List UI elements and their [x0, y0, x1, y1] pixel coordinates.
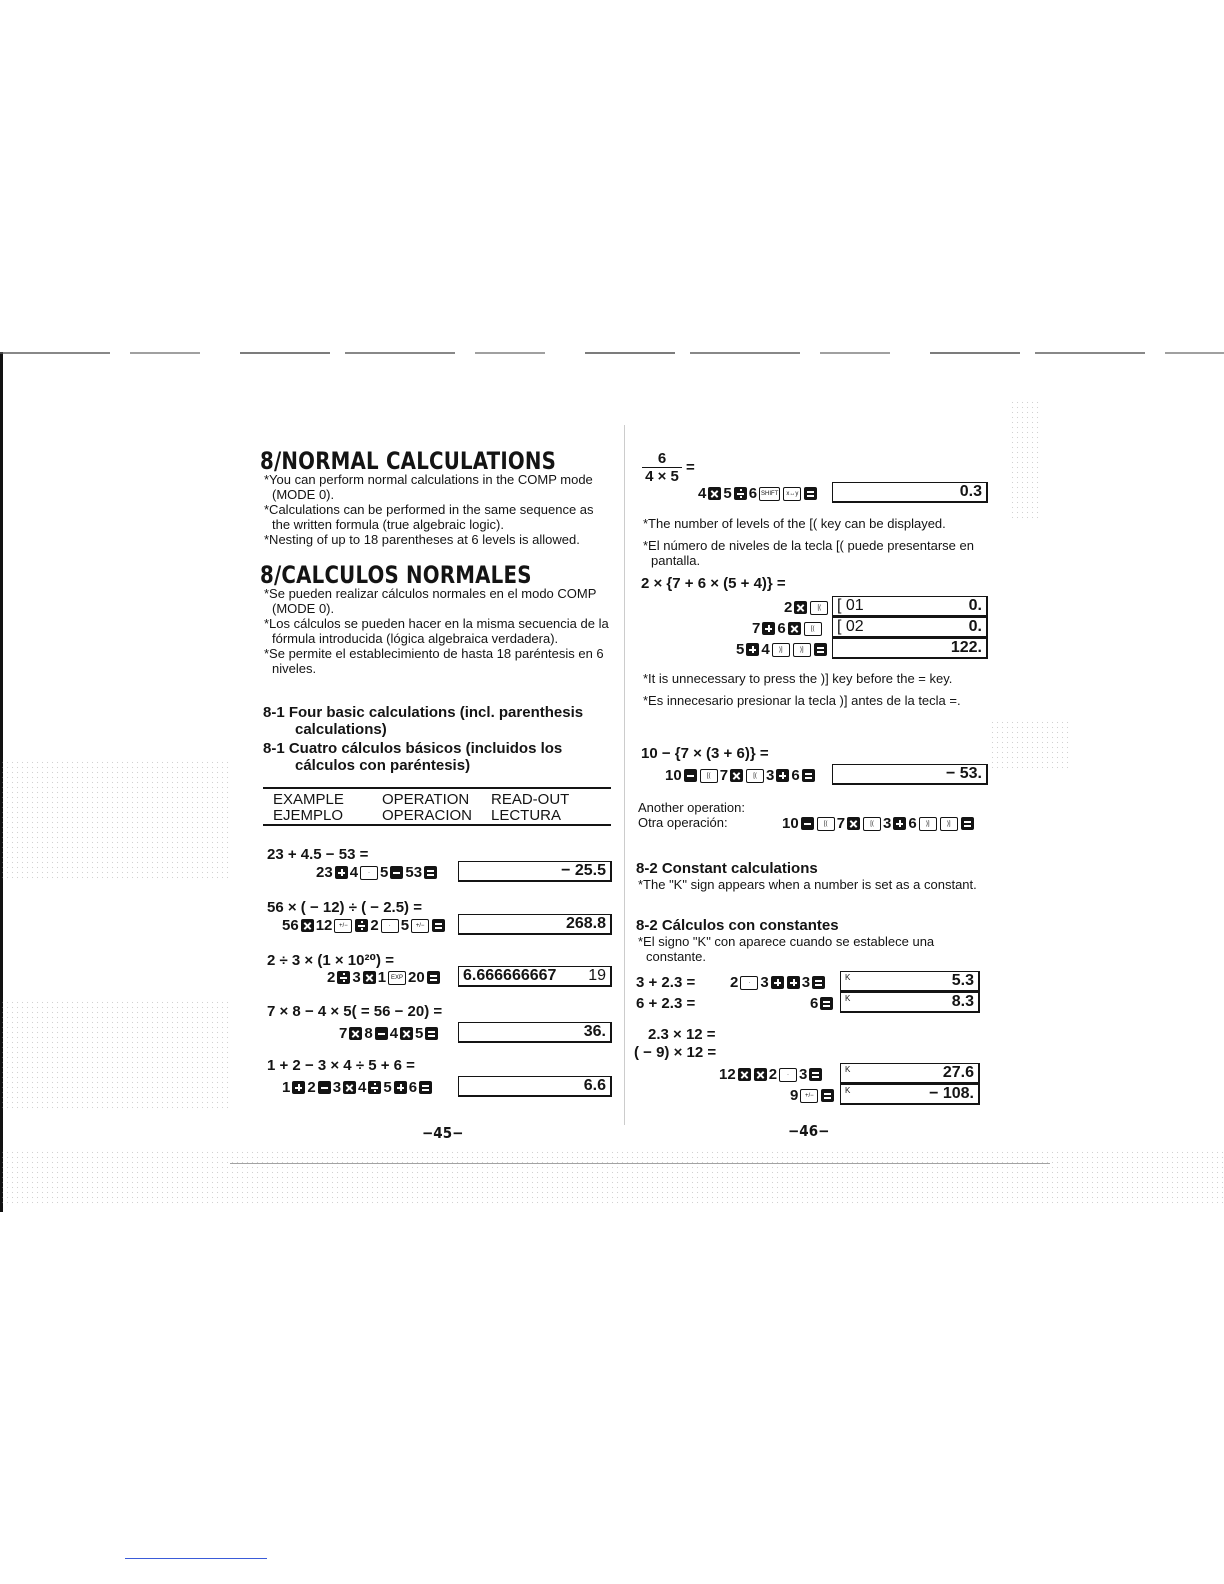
key-sequence: 12 2 · 3 [719, 1066, 823, 1083]
readout-display: K 5.3 [840, 971, 980, 992]
table-top-rule [263, 787, 611, 789]
fraction-equals: = [686, 459, 695, 476]
close-paren-key-icon: )] [940, 817, 958, 831]
minus-key-icon [318, 1081, 331, 1094]
nested-expression: 2 × {7 + 6 × (5 + 4)} = [641, 575, 786, 592]
key-sequence: 6 [810, 995, 834, 1012]
minus-key-icon [684, 769, 697, 782]
readout-display: [ 02 0. [832, 617, 988, 638]
equals-key-icon [809, 1068, 822, 1081]
plus-key-icon [771, 976, 784, 989]
divide-key-icon [355, 919, 368, 932]
section-title-es: 8-2 Cálculos con constantes [636, 917, 839, 934]
equals-key-icon [419, 1081, 432, 1094]
scan-noise [990, 720, 1070, 770]
open-paren-key-icon: [( [863, 817, 881, 831]
sign-key-icon: +/− [334, 919, 352, 933]
key-sequence: 10 [( 7 [( 3 6 )] )] [782, 815, 975, 832]
dot-key-icon: · [381, 919, 399, 933]
equals-key-icon [432, 919, 445, 932]
key-sequence: 23 4 · 5 53 [316, 864, 438, 881]
readout-display: K − 108. [840, 1084, 980, 1105]
footer-link-line [125, 1558, 267, 1559]
notes-es [262, 586, 610, 676]
readout-display: − 53. [832, 764, 988, 785]
dot-key-icon: · [740, 976, 758, 990]
readout-display: 6.6 [458, 1076, 612, 1097]
equals-key-icon [804, 487, 817, 500]
readout-display: 122. [832, 638, 988, 659]
key-sequence: 10 [( 7 [( 3 6 [665, 767, 816, 784]
divide-key-icon [368, 1081, 381, 1094]
note-es-1: *Se pueden realizar cálculos normales en el modo COMP (MODE 0). [264, 586, 597, 616]
constant-expression: 6 + 2.3 = [636, 995, 696, 1012]
page-number-right: −46− [788, 1122, 830, 1140]
heading-en: 8/NORMAL CALCULATIONS [260, 448, 557, 476]
divide-key-icon [734, 487, 747, 500]
equals-key-icon [812, 976, 825, 989]
heading-es: 8/CALCULOS NORMALES [260, 562, 532, 590]
key-sequence: 2 3 1 EXP 20 [327, 969, 441, 986]
section-title-en: 8-1 Four basic calculations (incl. parenthesis calculations) [263, 704, 584, 738]
multiply-key-icon [730, 769, 743, 782]
open-paren-key-icon: [( [817, 817, 835, 831]
dot-key-icon: · [360, 866, 378, 880]
equals-key-icon [427, 971, 440, 984]
note-close-key: *It is unnecessary to press the )] key before the = key. *Es innecesario presionar la tecla )] antes de la tecla =. [643, 671, 961, 708]
readout-display: K 8.3 [840, 992, 980, 1013]
key-sequence: 2 · 3 3 [730, 974, 826, 991]
equals-key-icon [820, 997, 833, 1010]
key-sequence: 2 [( [784, 599, 829, 616]
scan-noise [0, 760, 230, 880]
readout-display: 268.8 [458, 914, 612, 935]
dot-key-icon: · [779, 1068, 797, 1082]
example-expression: 1 + 2 − 3 × 4 ÷ 5 + 6 = [267, 1057, 415, 1074]
equals-key-icon [821, 1089, 834, 1102]
col-example: EXAMPLE EJEMPLO [273, 791, 344, 824]
key-sequence: 7 6 [( [752, 620, 823, 637]
key-sequence: 56 12 +/− 2 · 5 +/− [282, 917, 446, 934]
constant-note-es: *El signo "K" con aparece cuando se establece una constante. [638, 934, 935, 964]
plus-key-icon [762, 622, 775, 635]
plus-key-icon [746, 643, 759, 656]
plus-key-icon [776, 769, 789, 782]
open-paren-key-icon: [( [804, 622, 822, 636]
swap-key-icon: x↔y [783, 487, 801, 501]
multiply-key-icon [788, 622, 801, 635]
shift-key-icon: SHIFT [759, 487, 780, 501]
multiply-key-icon [738, 1068, 751, 1081]
equals-key-icon [425, 1027, 438, 1040]
col-operation: OPERATION OPERACION [382, 791, 473, 824]
readout-display: 6.666666667 19 [458, 966, 612, 987]
notes-en [262, 472, 610, 547]
col-readout: READ-OUT LECTURA [491, 791, 570, 824]
another-operation-label: Another operation: Otra operación: [638, 800, 745, 830]
example-expression: 7 × 8 − 4 × 5( = 56 − 20) = [267, 1003, 443, 1020]
constant-expression: 3 + 2.3 = [636, 974, 696, 991]
example-expression: 2 ÷ 3 × (1 × 10²⁰) = [267, 952, 394, 969]
note-es-2: *Los cálculos se pueden hacer en la misma secuencia de la fórmula introducida (lógica algebraica verdadera). [264, 616, 609, 646]
minus-key-icon [390, 866, 403, 879]
close-paren-key-icon: )] [772, 643, 790, 657]
equals-key-icon [814, 643, 827, 656]
open-paren-key-icon: [( [810, 601, 828, 615]
scan-noise [0, 1150, 1224, 1205]
readout-display: K 27.6 [840, 1063, 980, 1084]
scan-top-edge [0, 352, 1224, 354]
section-title-en: 8-2 Constant calculations [636, 860, 818, 877]
fraction: $\frac{6}{4 \times 5}$ [642, 450, 682, 485]
note-es-3: *Se permite el establecimiento de hasta 18 paréntesis en 6 niveles. [264, 646, 604, 676]
section-title-es: 8-1 Cuatro cálculos básicos (incluidos los cálculos con paréntesis) [263, 740, 563, 774]
multiply-key-icon [794, 601, 807, 614]
sign-key-icon: +/− [411, 919, 429, 933]
multiply-key-icon [301, 919, 314, 932]
note-en-2: *Calculations can be performed in the same sequence as the written formula (true algebraic logic). [264, 502, 594, 532]
equals-key-icon [802, 769, 815, 782]
equals-key-icon [424, 866, 437, 879]
plus-key-icon [893, 817, 906, 830]
multiply-key-icon [708, 487, 721, 500]
minus-key-icon [375, 1027, 388, 1040]
plus-key-icon [292, 1081, 305, 1094]
multiply-key-icon [349, 1027, 362, 1040]
exp-key-icon: EXP [388, 971, 406, 985]
note-en-1: *You can perform normal calculations in the COMP mode (MODE 0). [264, 472, 593, 502]
readout-display: [ 01 0. [832, 596, 988, 617]
example-expression: 23 + 4.5 − 53 = [267, 846, 369, 863]
table-header-rule [263, 824, 611, 826]
constant-expression: 2.3 × 12 = [648, 1026, 716, 1043]
divide-key-icon [337, 971, 350, 984]
scan-noise [0, 1000, 230, 1110]
close-paren-key-icon: )] [793, 643, 811, 657]
key-sequence: 9 +/− [790, 1087, 835, 1104]
scan-noise [1010, 400, 1040, 520]
sign-key-icon: +/− [800, 1089, 818, 1103]
multiply-key-icon [847, 817, 860, 830]
multiply-key-icon [400, 1027, 413, 1040]
key-sequence: 1 2 3 4 5 6 [282, 1079, 433, 1096]
readout-display: 36. [458, 1022, 612, 1043]
example-expression: 56 × ( − 12) ÷ ( − 2.5) = [267, 899, 422, 916]
key-sequence: 5 4 )] )] [736, 641, 828, 658]
plus-key-icon [787, 976, 800, 989]
close-paren-key-icon: )] [919, 817, 937, 831]
plus-key-icon [335, 866, 348, 879]
constant-note-en: *The "K" sign appears when a number is set as a constant. [638, 877, 977, 892]
readout-display: − 25.5 [458, 861, 612, 882]
constant-expression: ( − 9) × 12 = [634, 1044, 717, 1061]
open-paren-key-icon: [( [700, 769, 718, 783]
equals-key-icon [961, 817, 974, 830]
example2-expression: 10 − {7 × (3 + 6)} = [641, 745, 769, 762]
note-levels: *The number of levels of the [( key can be displayed. *El número de niveles de la tecla [( puede presentarse en pantalla. [643, 516, 974, 568]
minus-key-icon [801, 817, 814, 830]
multiply-key-icon [363, 971, 376, 984]
readout-display: 0.3 [832, 482, 988, 503]
multiply-key-icon [754, 1068, 767, 1081]
open-paren-key-icon: [( [746, 769, 764, 783]
multiply-key-icon [343, 1081, 356, 1094]
page-number-left: −45− [422, 1124, 464, 1142]
note-en-3: *Nesting of up to 18 parentheses at 6 levels is allowed. [264, 532, 580, 547]
plus-key-icon [394, 1081, 407, 1094]
key-sequence: 4 5 6 SHIFT x↔y [698, 485, 818, 502]
key-sequence: 7 8 4 5 [339, 1025, 439, 1042]
page-gutter [624, 425, 625, 1125]
